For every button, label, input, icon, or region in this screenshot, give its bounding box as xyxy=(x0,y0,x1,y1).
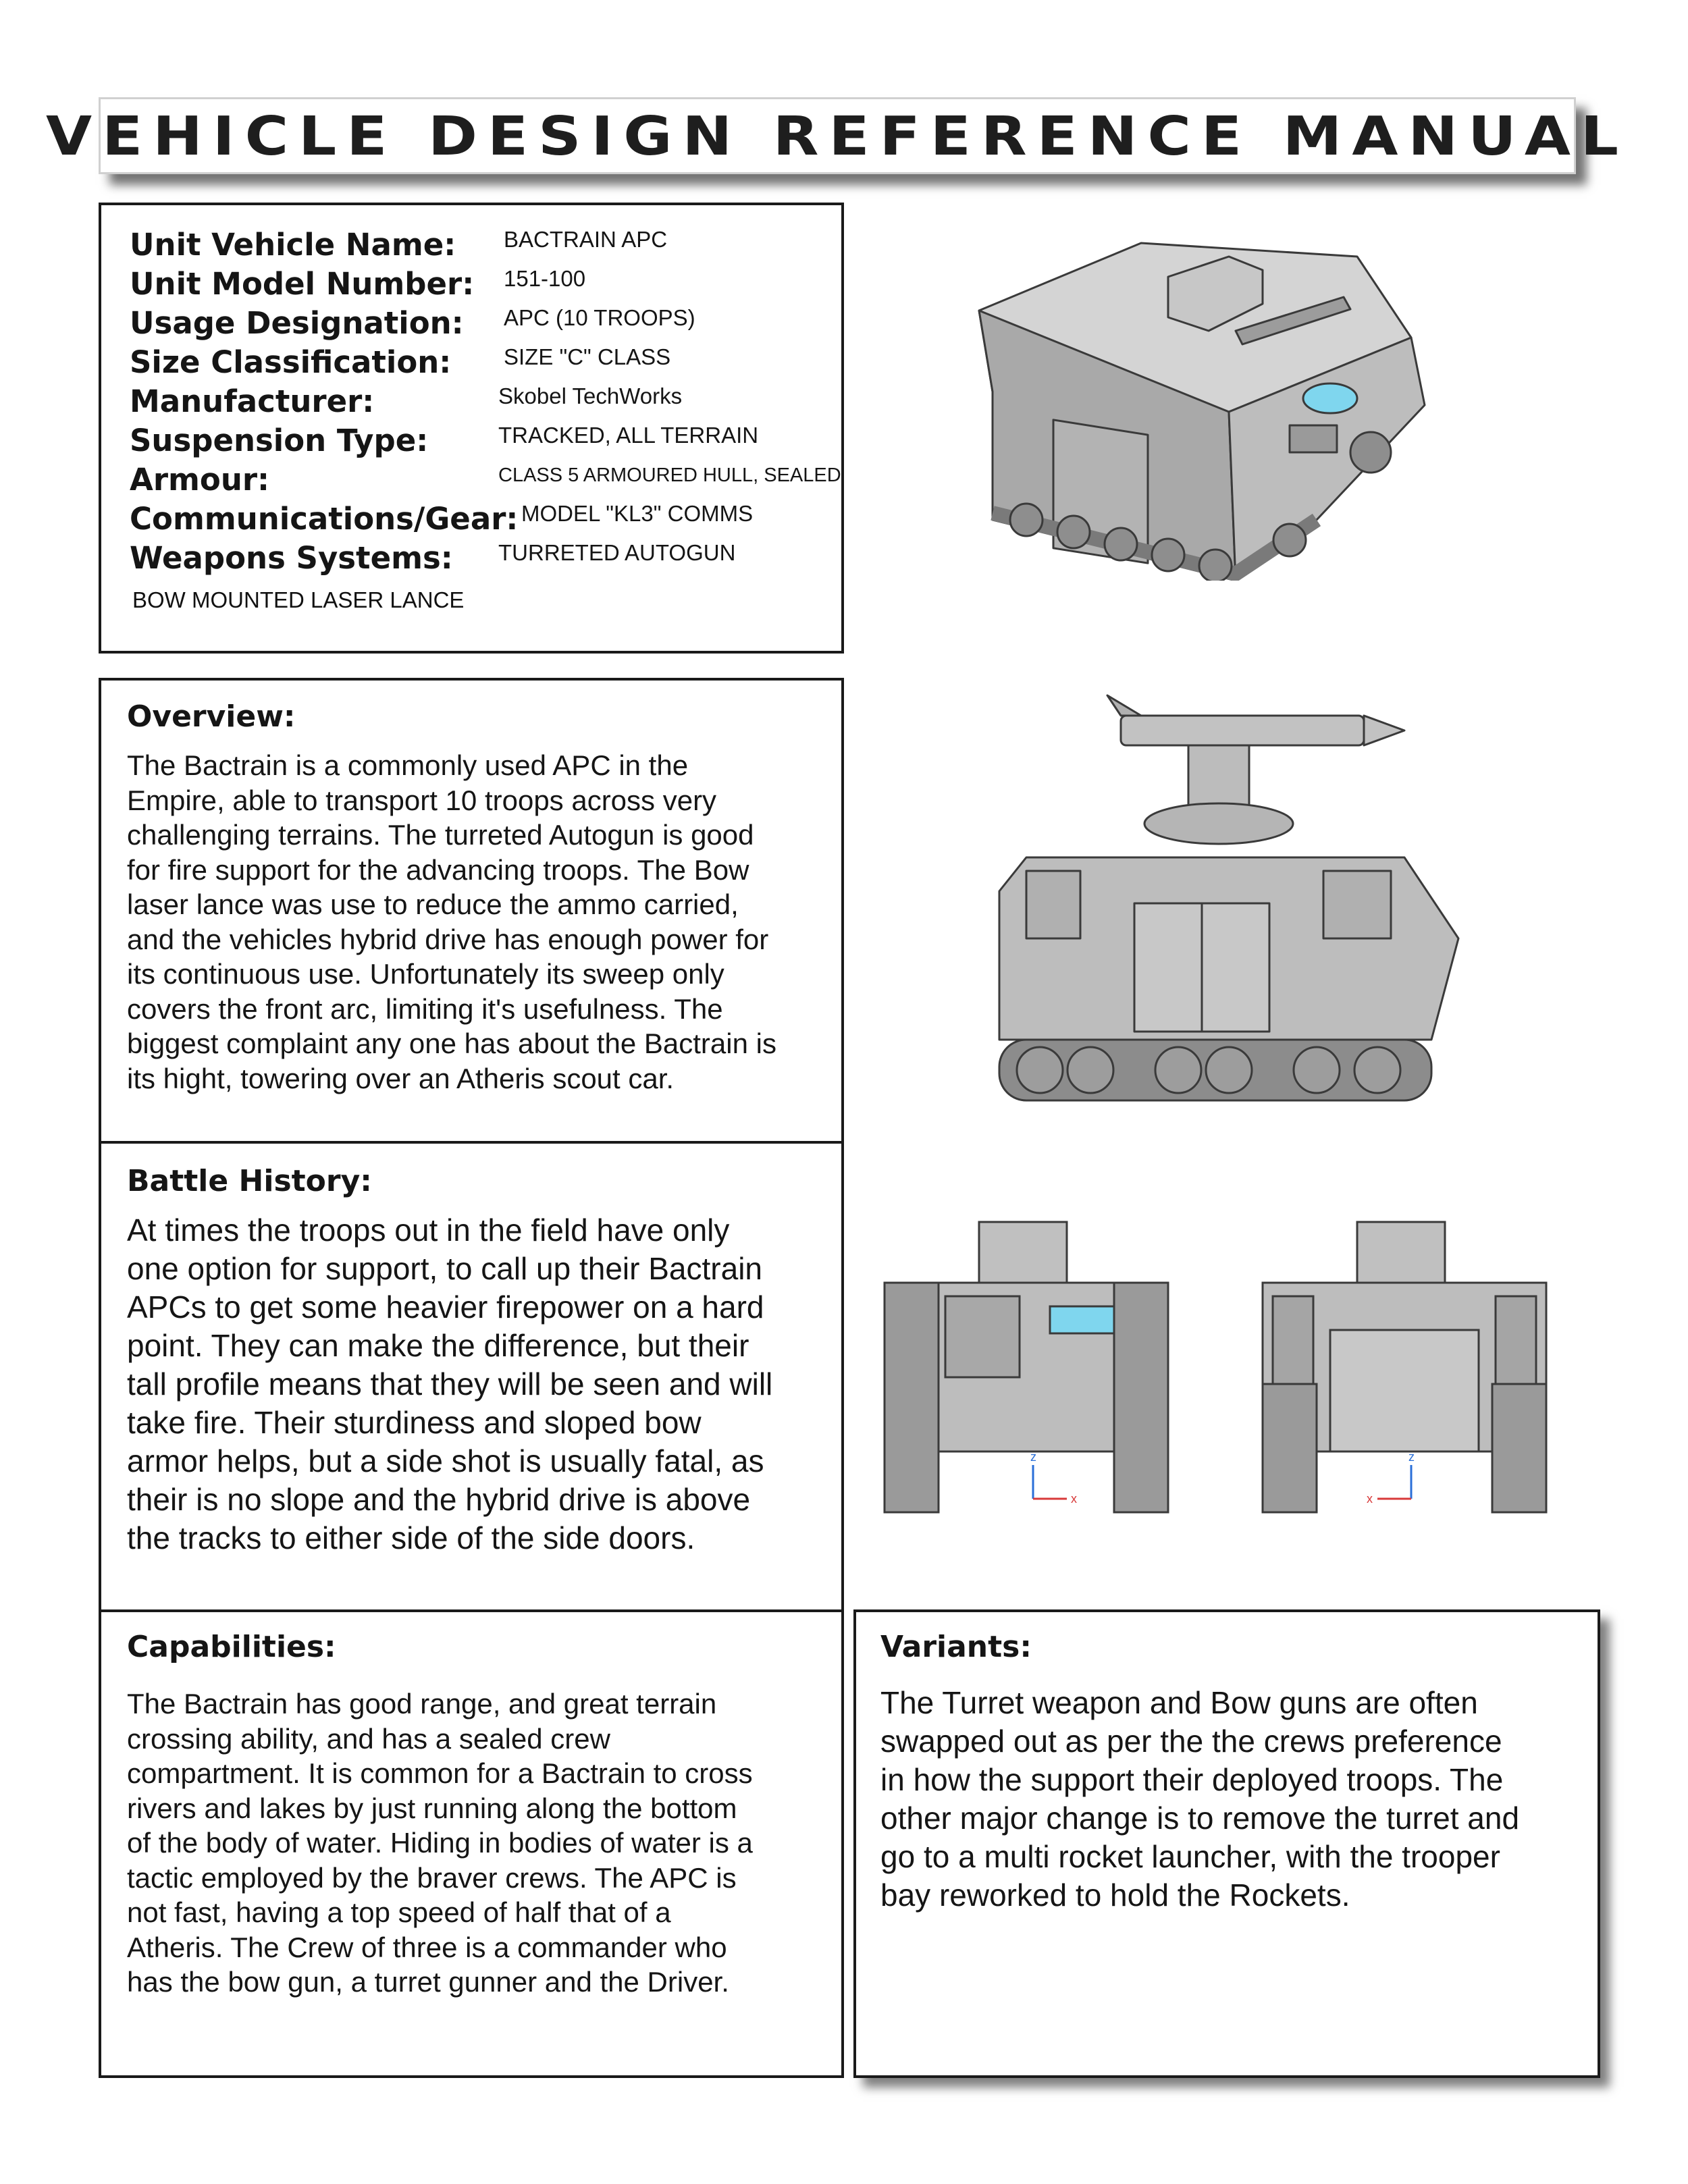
spec-value: TRACKED, ALL TERRAIN xyxy=(498,423,759,448)
rear-view-drawing xyxy=(1256,1215,1553,1526)
bow-lance xyxy=(1290,425,1337,452)
turret-ring xyxy=(1144,803,1293,844)
battle-history-paragraph: At times the troops out in the field have only one option for support, to call up their Bactrain APCs to get some heavier firepower on a hard point. They can make the difference, but their tall profile means that they will be seen and will take fire. Their sturdiness and sloped bow armor helps, but a side shot is usually fatal, as their is no slope and the hybrid drive is above the tracks to either side of the side doors. xyxy=(127,1213,773,1555)
spec-label: Size Classification: xyxy=(130,344,452,380)
isometric-view-drawing xyxy=(939,230,1533,581)
spec-extra-weapon: BOW MOUNTED LASER LANCE xyxy=(132,587,465,612)
spec-label: Usage Designation: xyxy=(130,305,464,341)
axis-label-x: x xyxy=(1071,1492,1077,1506)
variants-section xyxy=(853,1609,1600,2078)
axis-label-x: x xyxy=(1367,1492,1373,1506)
battle-history-text xyxy=(127,1211,772,1557)
spec-label: Weapons Systems: xyxy=(130,540,453,576)
front-sensor-glass xyxy=(1303,383,1357,413)
axis-triad xyxy=(1377,1465,1411,1499)
spec-label: Communications/Gear: xyxy=(130,501,519,537)
spec-value: CLASS 5 ARMOURED HULL, SEALED xyxy=(498,464,841,486)
axis-triad xyxy=(1033,1465,1067,1499)
capabilities-heading: Capabilities: xyxy=(127,1630,336,1664)
variants-paragraph: The Turret weapon and Bow guns are often swapped out as per the the crews preference in how the support their deployed troops. The other major change is to remove the turret and go to a multi rocket launcher, with the trooper bay reworked to hold the Rockets. xyxy=(880,1685,1520,1913)
spec-label: Armour: xyxy=(130,462,270,498)
battle-history-section xyxy=(99,1141,844,1612)
turret xyxy=(979,1222,1067,1283)
spec-value: APC (10 TROOPS) xyxy=(504,305,695,330)
spec-table xyxy=(99,203,844,654)
spec-value: MODEL "KL3" COMMS xyxy=(521,501,754,526)
rear-vent-right xyxy=(1496,1296,1536,1397)
capabilities-text xyxy=(127,1686,753,2000)
overview-heading: Overview: xyxy=(127,699,296,734)
right-track xyxy=(1114,1283,1168,1512)
spec-value: 151-100 xyxy=(504,266,586,291)
axis-label-z: z xyxy=(1030,1450,1036,1464)
variants-heading: Variants: xyxy=(880,1630,1032,1664)
left-track xyxy=(1263,1384,1317,1512)
spec-value: SIZE "C" CLASS xyxy=(504,344,671,369)
turret xyxy=(1357,1222,1445,1283)
variants-text xyxy=(880,1684,1519,1915)
battle-history-heading: Battle History: xyxy=(127,1164,372,1198)
missile-nose xyxy=(1364,716,1404,745)
right-track xyxy=(1492,1384,1546,1512)
spec-label: Suspension Type: xyxy=(130,423,429,458)
missile-fin xyxy=(1107,695,1141,716)
rear-ramp xyxy=(1330,1330,1479,1451)
title-banner xyxy=(45,97,1629,174)
spec-label: Unit Vehicle Name: xyxy=(130,227,456,263)
bow-lance-mount xyxy=(945,1296,1020,1377)
missile-body xyxy=(1121,716,1364,745)
front-view-drawing xyxy=(878,1215,1175,1526)
overview-paragraph: The Bactrain is a commonly used APC in the Empire, able to transport 10 troops across very challenging terrains. The turreted Autogun is good for fire support for the advancing troops. The Bow laser lance was use to reduce the ammo carried, and the vehicles hybrid drive has enough power for its continuous use. Unfortunately its sweep only covers the front arc, limiting it's usefulness. The biggest complaint any one has about the Bactrain is its hight, towering over an Atheris scout car. xyxy=(127,749,776,1094)
side-view-drawing xyxy=(986,689,1499,1121)
rear-vent-left xyxy=(1273,1296,1313,1397)
left-track xyxy=(885,1283,939,1512)
capabilities-paragraph: The Bactrain has good range, and great terrain crossing ability, and has a sealed crew compartment. It is common for a Bactrain to cross rivers and lakes by just running along the bottom of the body of water. Hiding in bodies of water is a tactic employed by the braver crews. The APC is not fast, having a top speed of half that of a Atheris. The Crew of three is a commander who has the bow gun, a turret gunner and the Driver. xyxy=(127,1688,753,1998)
capabilities-section xyxy=(99,1609,844,2078)
spec-value: BACTRAIN APC xyxy=(504,227,668,252)
spec-value: TURRETED AUTOGUN xyxy=(498,540,736,565)
axis-label-z: z xyxy=(1408,1450,1415,1464)
page-title: VEHICLE DESIGN REFERENCE MANUAL xyxy=(45,104,1629,167)
side-panel xyxy=(1026,871,1080,938)
spec-label: Unit Model Number: xyxy=(130,266,475,302)
spec-label: Manufacturer: xyxy=(130,383,375,419)
overview-section xyxy=(99,678,844,1144)
spec-value: Skobel TechWorks xyxy=(498,383,683,408)
overview-text xyxy=(127,748,776,1096)
side-panel xyxy=(1323,871,1391,938)
